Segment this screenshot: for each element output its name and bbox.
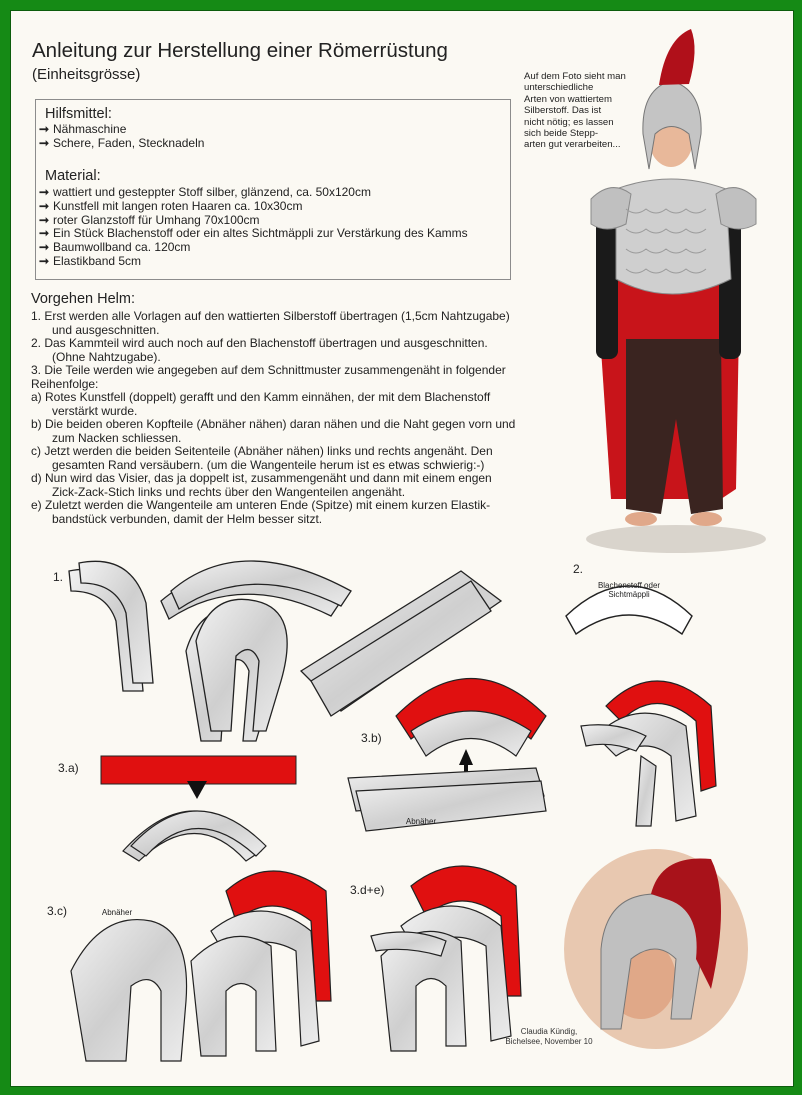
- material-list: [39, 186, 468, 269]
- arrow-right-icon: ➞: [39, 212, 50, 227]
- step-3de-label: 3.d+e): [350, 883, 385, 897]
- instruction-step: 2. Das Kammteil wird auch noch auf den Blachenstoff übertragen und ausgeschnitten. (Ohne Nahtzugabe).: [31, 336, 488, 364]
- author-credit: Claudia Kündig, Bichelsee, November 10: [505, 1027, 593, 1046]
- instruction-step: 3. Die Teile werden wie angegeben auf dem Schnittmuster zusammengenäht in folgender: [31, 363, 506, 377]
- tools-heading: Hilfsmittel:: [45, 106, 112, 122]
- stiffener-note: Blachenstoff oder Sichtmäppli: [597, 581, 661, 599]
- arrow-right-icon: ➞: [39, 240, 50, 255]
- instruction-step: 1. Erst werden alle Vorlagen auf den wattierten Silberstoff übertragen (1,5cm Nahtzugabe) und ausgeschnitten.: [31, 309, 510, 337]
- material-item: ➞ Elastikband 5cm: [39, 253, 142, 268]
- instructions-heading: Vorgehen Helm:: [31, 291, 135, 307]
- step-3b-label: 3.b): [361, 731, 382, 745]
- materials-box: [35, 99, 511, 280]
- arrow-right-icon: ➞: [39, 122, 50, 136]
- dart-label: Abnäher: [101, 908, 133, 917]
- crest-assembly-diagram: [391, 661, 551, 761]
- material-item: ➞ wattiert und gesteppter Stoff silber, glänzend, ca. 50x120cm: [39, 185, 371, 199]
- arrow-right-icon: ➞: [39, 135, 50, 150]
- step-3c-label: 3.c): [47, 904, 68, 918]
- material-heading: Material:: [45, 168, 101, 184]
- instruction-step: a) Rotes Kunstfell (doppelt) gerafft und den Kamm einnähen, der mit dem Blachenstoff verstärkt wurde.: [31, 390, 491, 418]
- helmet-photo: [561, 849, 751, 1049]
- step-2-label: 2.: [573, 562, 584, 576]
- visor-assembly-diagram: [371, 856, 541, 1056]
- material-item: ➞ Ein Stück Blachenstoff oder ein altes Sichtmäppli zur Verstärkung des Kamms: [39, 226, 468, 241]
- tool-item: ➞ Schere, Faden, Stecknadeln: [39, 135, 205, 150]
- instruction-step: b) Die beiden oberen Kopfteile (Abnäher nähen) daran nähen und die Naht gegen vorn und zum Nacken schliessen.: [31, 417, 516, 445]
- arrow-right-icon: ➞: [39, 185, 50, 199]
- costume-photo: [571, 19, 771, 559]
- helmet-side-view-1: [576, 666, 726, 836]
- arrow-right-icon: ➞: [39, 226, 50, 241]
- page-title: Anleitung zur Herstellung einer Römerrüstung: [32, 39, 448, 62]
- arrow-right-icon: ➞: [39, 198, 50, 213]
- material-item: ➞ Kunstfell mit langen roten Haaren ca. 10x30cm: [39, 198, 303, 213]
- instruction-step: c) Jetzt werden die beiden Seitenteile (Abnäher nähen) links und rechts angenäht. Den gesamten Rand versäubern. (um die Wangenteile herum ist es etwas schwierig:-): [31, 444, 493, 472]
- tool-item: ➞ Nähmaschine: [39, 122, 127, 136]
- step-1-label: 1.: [53, 570, 64, 584]
- arrow-right-icon: ➞: [39, 253, 50, 268]
- instruction-step: e) Zuletzt werden die Wangenteile am unteren Ende (Spitze) mit einem kurzen Elastik- bandstück verbunden, damit der Helm besser sitzt.: [31, 498, 491, 526]
- material-item: ➞ Baumwollband ca. 120cm: [39, 240, 191, 255]
- dart-label: Abnäher: [405, 817, 437, 826]
- side-pieces-diagram: [61, 861, 351, 1061]
- tools-list: [39, 123, 204, 151]
- photo-caption: Auf dem Foto sieht man unterschiedliche Arten von wattiertem Silberstoff. Das ist nicht nötig; es lassen sich beide Stepp- arten gut verarbeiten...: [524, 71, 626, 151]
- page-subtitle: (Einheitsgrösse): [32, 66, 141, 83]
- instruction-step: d) Nun wird das Visier, das ja doppelt ist, zusammengenäht und dann mit einem engen Zick-Zack-Stich links und rechts über den Wangenteilen angenäht.: [31, 471, 492, 499]
- instructions-section: [31, 291, 571, 526]
- instruction-step: Reihenfolge:: [31, 376, 99, 391]
- step-3a-label: 3.a): [58, 761, 79, 775]
- instruction-sheet: [10, 10, 794, 1087]
- material-item: ➞ roter Glanzstoff für Umhang 70x100cm: [39, 212, 260, 227]
- fur-strip-diagram: [101, 751, 301, 861]
